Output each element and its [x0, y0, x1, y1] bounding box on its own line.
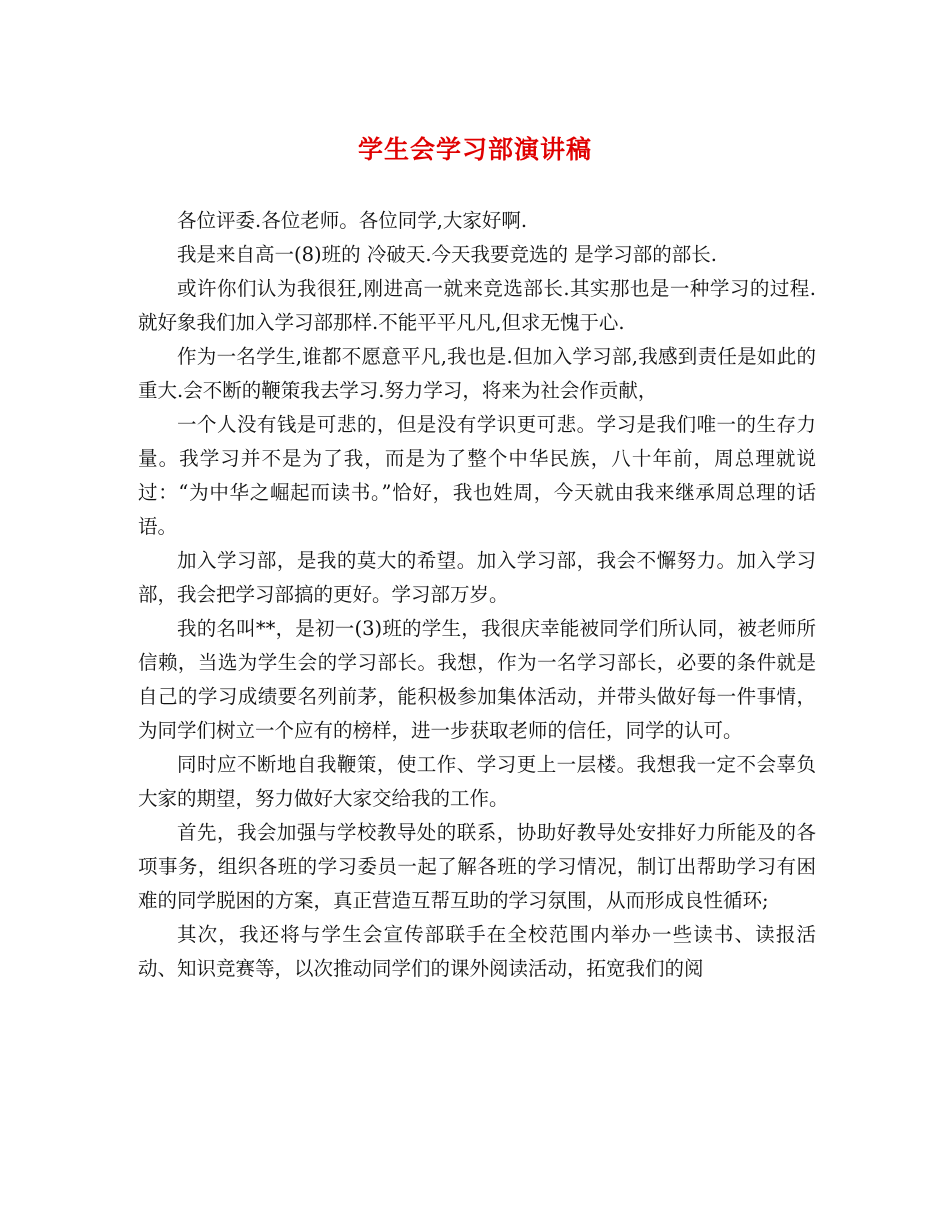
paragraph: 各位评委.各位老师。各位同学,大家好啊.: [177, 209, 528, 232]
paragraph: 首先，我会加强与学校教导处的联系，协助好教导处安排好力所能及的各项事务，组织各班的学习委员一起了解各班的学习情况，制订出帮助学习有困难的同学脱困的方案，真正营造互帮互助的学习氛围，从而形成良性循环;: [138, 821, 816, 912]
paragraph: 其次，我还将与学生会宣传部联手在全校范围内举办一些读书、读报活动、知识竞赛等，以次推动同学们的课外阅读活动，拓宽我们的阅: [138, 923, 816, 980]
document-title: 学生会学习部演讲稿: [357, 135, 592, 164]
paragraph: 我的名叫**，是初一(3)班的学生，我很庆幸能被同学们所认同，被老师所信赖，当选为学生会的学习部长。我想，作为一名学习部长，必要的条件就是自己的学习成绩要名列前茅，能积极参加集体活动，并带头做好每一件事情，为同学们树立一个应有的榜样，进一步获取老师的信任，同学的认可。: [138, 617, 816, 742]
document-body: [138, 204, 816, 986]
paragraph: 一个人没有钱是可悲的，但是没有学识更可悲。学习是我们唯一的生存力量。我学习并不是为了我，而是为了整个中华民族，八十年前，周总理就说过：“为中华之崛起而读书。”恰好，我也姓周，今天就由我来继承周总理的话语。: [138, 413, 816, 538]
paragraph: 加入学习部，是我的莫大的希望。加入学习部，我会不懈努力。加入学习部，我会把学习部搞的更好。学习部万岁。: [138, 549, 816, 606]
paragraph: 作为一名学生,谁都不愿意平凡,我也是.但加入学习部,我感到责任是如此的重大.会不断的鞭策我去学习.努力学习，将来为社会作贡献，: [138, 345, 816, 402]
paragraph: 同时应不断地自我鞭策，使工作、学习更上一层楼。我想我一定不会辜负大家的期望，努力做好大家交给我的工作。: [138, 753, 816, 810]
paragraph: 或许你们认为我很狂,刚进高一就来竞选部长.其实那也是一种学习的过程.就好象我们加入学习部那样.不能平平凡凡,但求无愧于心.: [138, 277, 816, 334]
paragraph: 我是来自高一(8)班的 冷破天.今天我要竞选的 是学习部的部长.: [177, 243, 717, 266]
